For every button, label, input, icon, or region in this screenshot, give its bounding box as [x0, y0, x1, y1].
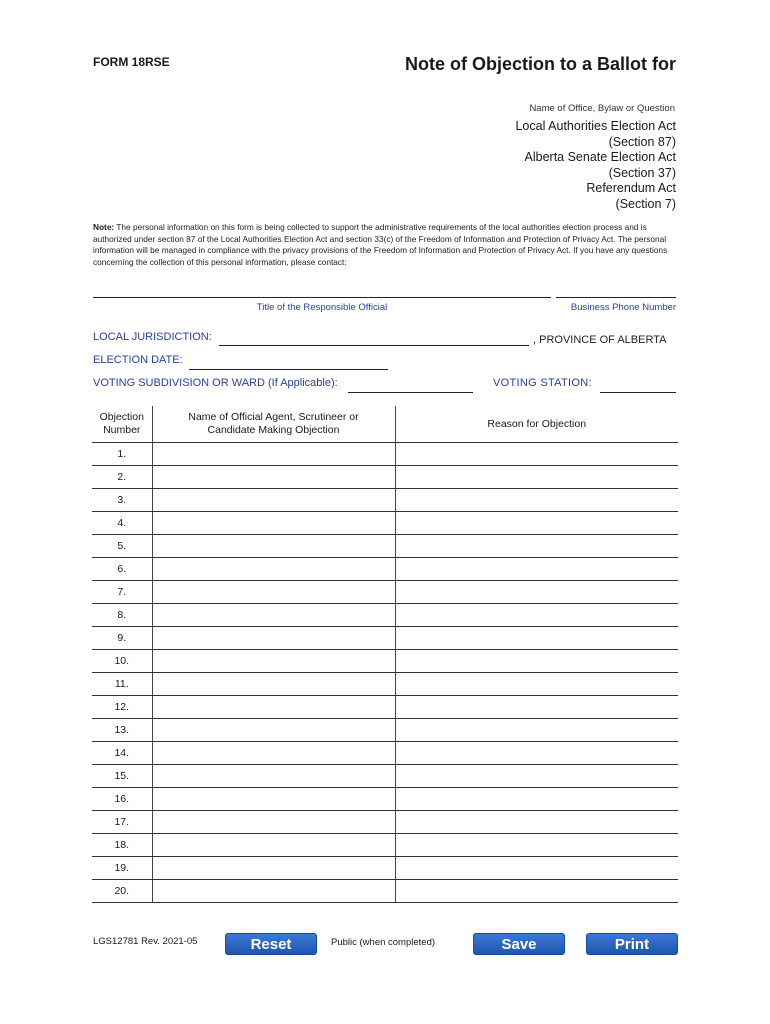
table-row: [92, 673, 678, 696]
objector-name-cell[interactable]: [152, 880, 395, 903]
objection-number: 5.: [92, 535, 152, 558]
objector-name-cell[interactable]: [152, 604, 395, 627]
objector-name-cell[interactable]: [152, 765, 395, 788]
station-field[interactable]: [600, 392, 676, 393]
objector-name-cell[interactable]: [152, 627, 395, 650]
table-row: [92, 811, 678, 834]
reset-button[interactable]: Reset: [225, 933, 317, 955]
note-label: Note:: [93, 222, 115, 232]
objection-number: 14.: [92, 742, 152, 765]
phone-caption: Business Phone Number: [570, 302, 676, 313]
objector-name-cell[interactable]: [152, 535, 395, 558]
objection-reason-cell[interactable]: [395, 857, 678, 880]
table-row: [92, 696, 678, 719]
objector-name-cell[interactable]: [152, 788, 395, 811]
objector-name-cell[interactable]: [152, 443, 395, 466]
objector-name-cell[interactable]: [152, 489, 395, 512]
phone-field[interactable]: [556, 297, 676, 298]
objection-number: 11.: [92, 673, 152, 696]
objection-number: 1.: [92, 443, 152, 466]
table-row: [92, 512, 678, 535]
table-header-row: [92, 406, 678, 443]
office-caption: Name of Office, Bylaw or Question: [529, 103, 675, 114]
objection-number: 16.: [92, 788, 152, 811]
province-suffix: , PROVINCE OF ALBERTA: [533, 334, 667, 346]
header-col3-text: Reason for Objection: [487, 417, 587, 430]
table-row: [92, 765, 678, 788]
objector-name-cell[interactable]: [152, 558, 395, 581]
table-row: [92, 604, 678, 627]
table-row: [92, 880, 678, 903]
table-row: [92, 535, 678, 558]
objector-name-cell[interactable]: [152, 466, 395, 489]
jurisdiction-label: LOCAL JURISDICTION:: [93, 331, 212, 343]
table-row: [92, 581, 678, 604]
objection-number: 19.: [92, 857, 152, 880]
objection-reason-cell[interactable]: [395, 834, 678, 857]
objection-reason-cell[interactable]: [395, 604, 678, 627]
table-row: [92, 627, 678, 650]
objection-reason-cell[interactable]: [395, 673, 678, 696]
objection-number: 17.: [92, 811, 152, 834]
form-id: FORM 18RSE: [93, 55, 170, 69]
act-line: Local Authorities Election Act: [515, 119, 676, 133]
table-row: [92, 857, 678, 880]
act-line: (Section 7): [615, 196, 676, 211]
header-col1-text: Objection Number: [99, 411, 144, 436]
page-title: Note of Objection to a Ballot for: [405, 54, 676, 74]
objection-number: 3.: [92, 489, 152, 512]
objector-name-cell[interactable]: [152, 719, 395, 742]
objection-reason-cell[interactable]: [395, 466, 678, 489]
public-note: Public (when completed): [331, 937, 436, 948]
act-line: Alberta Senate Election Act: [524, 150, 676, 164]
station-label: VOTING STATION:: [493, 377, 592, 389]
header-col2-text: Name of Official Agent, Scrutineer or Candidate Making Objection: [188, 411, 359, 436]
act-line: (Section 37): [608, 165, 676, 180]
objection-number: 12.: [92, 696, 152, 719]
objector-name-cell[interactable]: [152, 811, 395, 834]
table-row: [92, 834, 678, 857]
note-text: The personal information on this form is being collected to support the administrative requirements of the local authorities election process and is authorized under section 87 of the Local Authorities Election Act and section 33(c) of the Freedom of Information and Protection of Privacy Act. The personal information will be managed in compliance with the privacy provisions of the Freedom of Information and Protection of Privacy Act. If you have any questions concerning the collection of this personal information, please contact:: [93, 222, 668, 267]
objection-number: 4.: [92, 512, 152, 535]
table-row: [92, 650, 678, 673]
objection-reason-cell[interactable]: [395, 742, 678, 765]
election-date-field[interactable]: [189, 369, 388, 370]
objection-reason-cell[interactable]: [395, 443, 678, 466]
official-title-field[interactable]: [93, 297, 551, 298]
table-row: [92, 489, 678, 512]
act-line: Referendum Act: [586, 181, 676, 195]
subdivision-field[interactable]: [348, 392, 473, 393]
objection-number: 18.: [92, 834, 152, 857]
objection-reason-cell[interactable]: [395, 719, 678, 742]
objection-reason-cell[interactable]: [395, 696, 678, 719]
objection-reason-cell[interactable]: [395, 581, 678, 604]
official-caption: Title of the Responsible Official: [256, 302, 388, 313]
objection-table: [92, 406, 678, 903]
objection-reason-cell[interactable]: [395, 765, 678, 788]
objector-name-cell[interactable]: [152, 696, 395, 719]
objection-reason-cell[interactable]: [395, 512, 678, 535]
table-row: [92, 466, 678, 489]
subdivision-label: VOTING SUBDIVISION OR WARD (If Applicable):: [93, 377, 338, 389]
objector-name-cell[interactable]: [152, 650, 395, 673]
header-objection-number: [92, 406, 152, 443]
objector-name-cell[interactable]: [152, 742, 395, 765]
objector-name-cell[interactable]: [152, 857, 395, 880]
table-row: [92, 742, 678, 765]
objection-reason-cell[interactable]: [395, 811, 678, 834]
form-code: LGS12781 Rev. 2021-05: [93, 936, 198, 947]
acts-list: [416, 119, 676, 212]
objection-number: 9.: [92, 627, 152, 650]
objector-name-cell[interactable]: [152, 581, 395, 604]
table-row: [92, 788, 678, 811]
objection-number: 6.: [92, 558, 152, 581]
objector-name-cell[interactable]: [152, 834, 395, 857]
objection-number: 15.: [92, 765, 152, 788]
objector-name-cell[interactable]: [152, 512, 395, 535]
objection-number: 2.: [92, 466, 152, 489]
header-name: [152, 406, 395, 443]
objection-number: 7.: [92, 581, 152, 604]
privacy-note: [93, 222, 673, 268]
table-row: [92, 719, 678, 742]
objection-reason-cell[interactable]: [395, 650, 678, 673]
objection-reason-cell[interactable]: [395, 627, 678, 650]
objector-name-cell[interactable]: [152, 673, 395, 696]
jurisdiction-field[interactable]: [219, 345, 529, 346]
act-line: (Section 87): [608, 134, 676, 149]
objection-number: 8.: [92, 604, 152, 627]
objection-reason-cell[interactable]: [395, 535, 678, 558]
objection-number: 20.: [92, 880, 152, 903]
objection-number: 10.: [92, 650, 152, 673]
header-reason: [395, 406, 678, 443]
objection-reason-cell[interactable]: [395, 489, 678, 512]
election-date-label: ELECTION DATE:: [93, 354, 183, 366]
objection-reason-cell[interactable]: [395, 558, 678, 581]
save-button[interactable]: Save: [473, 933, 565, 955]
objection-number: 13.: [92, 719, 152, 742]
objection-reason-cell[interactable]: [395, 788, 678, 811]
print-button[interactable]: Print: [586, 933, 678, 955]
table-row: [92, 558, 678, 581]
objection-reason-cell[interactable]: [395, 880, 678, 903]
table-row: [92, 443, 678, 466]
